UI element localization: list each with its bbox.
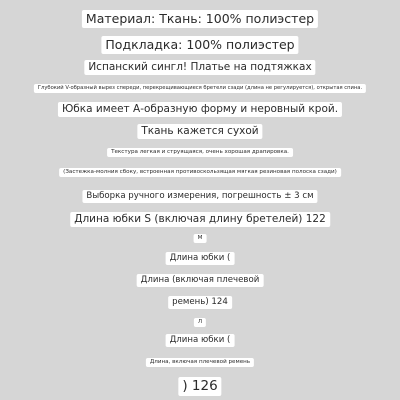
size-s-length: Длина юбки S (включая длину бретелей) 122 xyxy=(70,212,330,227)
zipper-line: (Застежка-молния сбоку, встроенная противоскользящая мягкая резиновая полоска сзади) xyxy=(59,168,341,177)
size-l-label: Л xyxy=(194,318,206,327)
size-m-length-1: Длина юбки ( xyxy=(166,252,235,265)
size-m-label: М xyxy=(194,234,207,243)
size-m-length-3: ремень) 124 xyxy=(168,296,232,309)
fabric-feel-line: Ткань кажется сухой xyxy=(137,124,262,139)
size-l-length-2: Длина, включая плечевой ремень xyxy=(146,358,254,367)
single-line: Испанский сингл! Платье на подтяжках xyxy=(84,60,315,75)
skirt-shape-line: Юбка имеет А-образную форму и неровный крой. xyxy=(58,102,342,117)
lining-line: Подкладка: 100% полиэстер xyxy=(101,36,298,54)
material-line: Материал: Ткань: 100% полиэстер xyxy=(82,10,318,28)
neckline-description: Глубокий V-образный вырез спереди, перекрещивающиеся бретели сзади (длина не регулируется), открытая спина. xyxy=(34,84,366,93)
texture-line: Текстура легкая и струящаяся, очень хорошая драпировка. xyxy=(107,148,293,157)
measurement-note: Выборка ручного измерения, погрешность ± 3 см xyxy=(82,190,317,203)
size-l-length-1: Длина юбки ( xyxy=(166,334,235,347)
size-l-length-3: ) 126 xyxy=(178,377,221,396)
size-m-length-2: Длина (включая плечевой xyxy=(137,274,264,287)
